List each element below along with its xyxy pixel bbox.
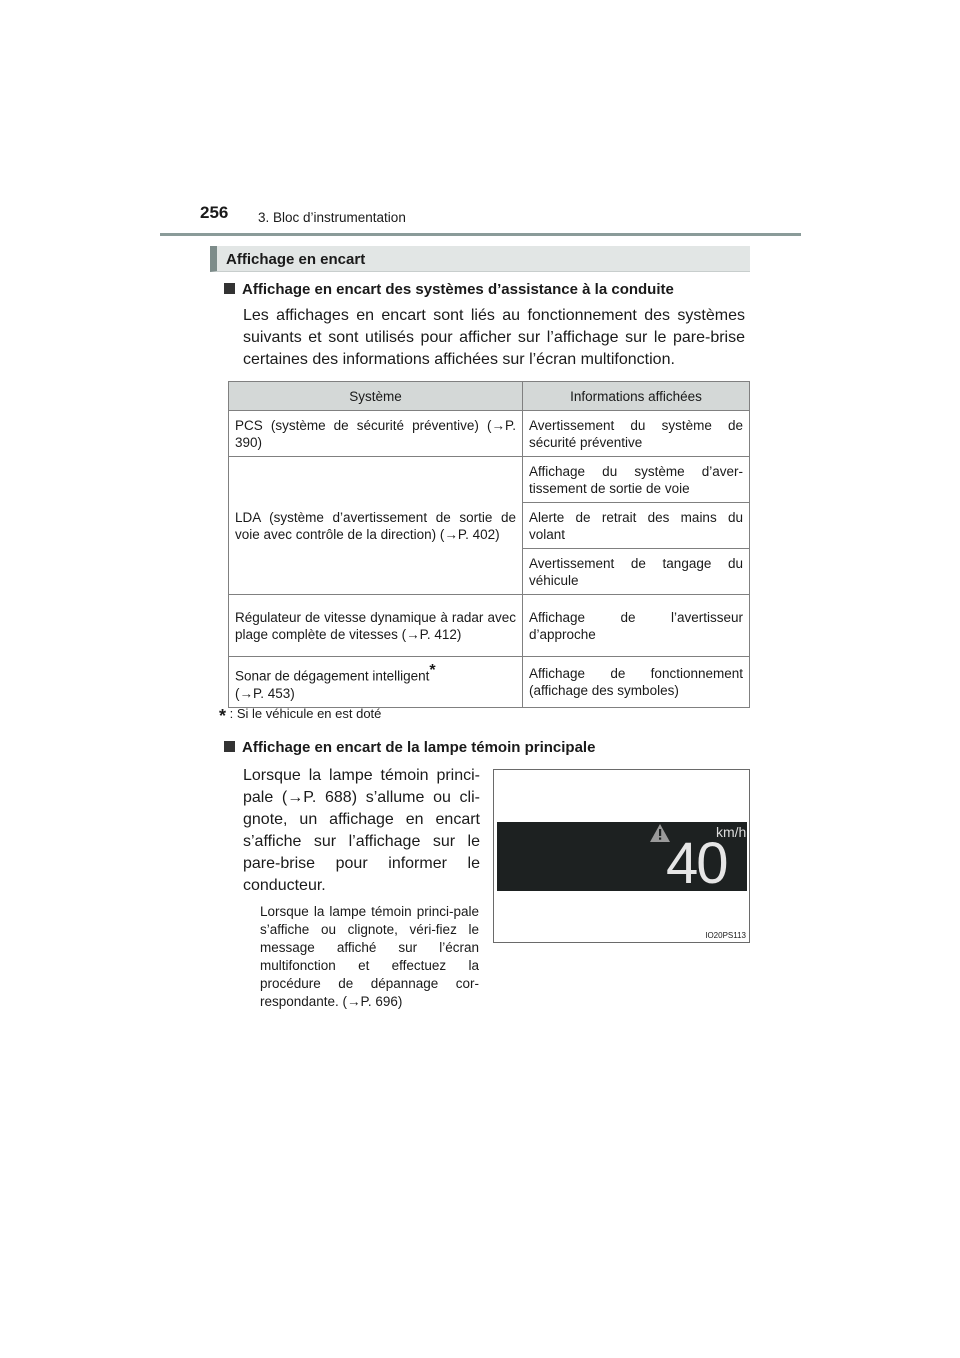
table-row xyxy=(229,595,750,657)
speed-unit: km/h xyxy=(716,824,747,840)
section-title: Affichage en encart xyxy=(226,251,366,268)
subheading-text: Affichage en encart des systèmes d’assistance à la conduite xyxy=(242,281,674,298)
system-cell: Régulateur de vitesse dynamique à radar avec plage complète de vitesses (→P. 412) xyxy=(229,595,523,657)
system-cell: LDA (système d’avertissement de sortie de voie avec contrôle de la direction) (→P. 402) xyxy=(229,457,523,595)
table-row xyxy=(229,411,750,457)
footnote-mark: * xyxy=(429,662,436,679)
square-bullet-icon xyxy=(224,741,235,752)
system-cell xyxy=(229,657,523,708)
page-number: 256 xyxy=(200,203,229,222)
table-header-row xyxy=(229,382,750,411)
system-name: Sonar de dégagement intelligent xyxy=(235,668,430,684)
square-bullet-icon xyxy=(224,283,235,294)
info-cell: Avertissement de tangage du véhicule xyxy=(523,549,750,595)
info-cell: Affichage de l’avertisseur d’approche xyxy=(523,595,750,657)
hud-figure xyxy=(493,769,750,943)
intro-paragraph: Les affichages en encart sont liés au fonctionnement des systèmes suivants et sont utilisés pour afficher sur l’affichage sur le pare-brise certaines des informations affichées sur l’écran multifonction. xyxy=(243,307,745,368)
hud-display xyxy=(497,822,747,896)
table-row xyxy=(229,457,750,503)
chapter-title: 3. Bloc d’instrumentation xyxy=(258,210,406,225)
figure-code: IO20PS113 xyxy=(705,931,746,940)
info-cell: Affichage du système d’aver-tissement de sortie de voie xyxy=(523,457,750,503)
subheading-driving-assist xyxy=(224,281,674,298)
master-warning-note: Lorsque la lampe témoin princi-pale s’affiche ou clignote, véri-fiez le message affiché sur l’écran multifonction et effectuez la procédure de dépannage cor-respondante. (→P. 696) xyxy=(260,904,479,1009)
system-ref: (→P. 453) xyxy=(235,685,295,701)
footnote-text: : Si le véhicule en est doté xyxy=(229,706,382,721)
system-cell: PCS (système de sécurité préventive) (→P. 390) xyxy=(229,411,523,457)
info-cell: Avertissement du système de sécurité préventive xyxy=(523,411,750,457)
section-bar xyxy=(210,246,750,272)
table-row xyxy=(229,657,750,708)
info-cell: Affichage de fonctionnement (affichage des symboles) xyxy=(523,657,750,708)
column-header-info: Informations affichées xyxy=(523,382,750,411)
subheading-master-warning xyxy=(224,739,595,756)
speed-value: 40 xyxy=(666,831,727,896)
footnote xyxy=(219,706,381,727)
subheading-text: Affichage en encart de la lampe témoin principale xyxy=(242,739,596,756)
header-rule xyxy=(160,233,801,236)
master-warning-paragraph: Lorsque la lampe témoin princi-pale (→P. 688) s’allume ou cli-gnote, un affichage en encart s’affiche sur l’affichage sur le pare-brise pour informer le conducteur. xyxy=(243,767,480,894)
column-header-system: Système xyxy=(229,382,523,411)
info-cell: Alerte de retrait des mains du volant xyxy=(523,503,750,549)
footnote-star: * xyxy=(219,706,227,726)
systems-table xyxy=(228,381,750,708)
